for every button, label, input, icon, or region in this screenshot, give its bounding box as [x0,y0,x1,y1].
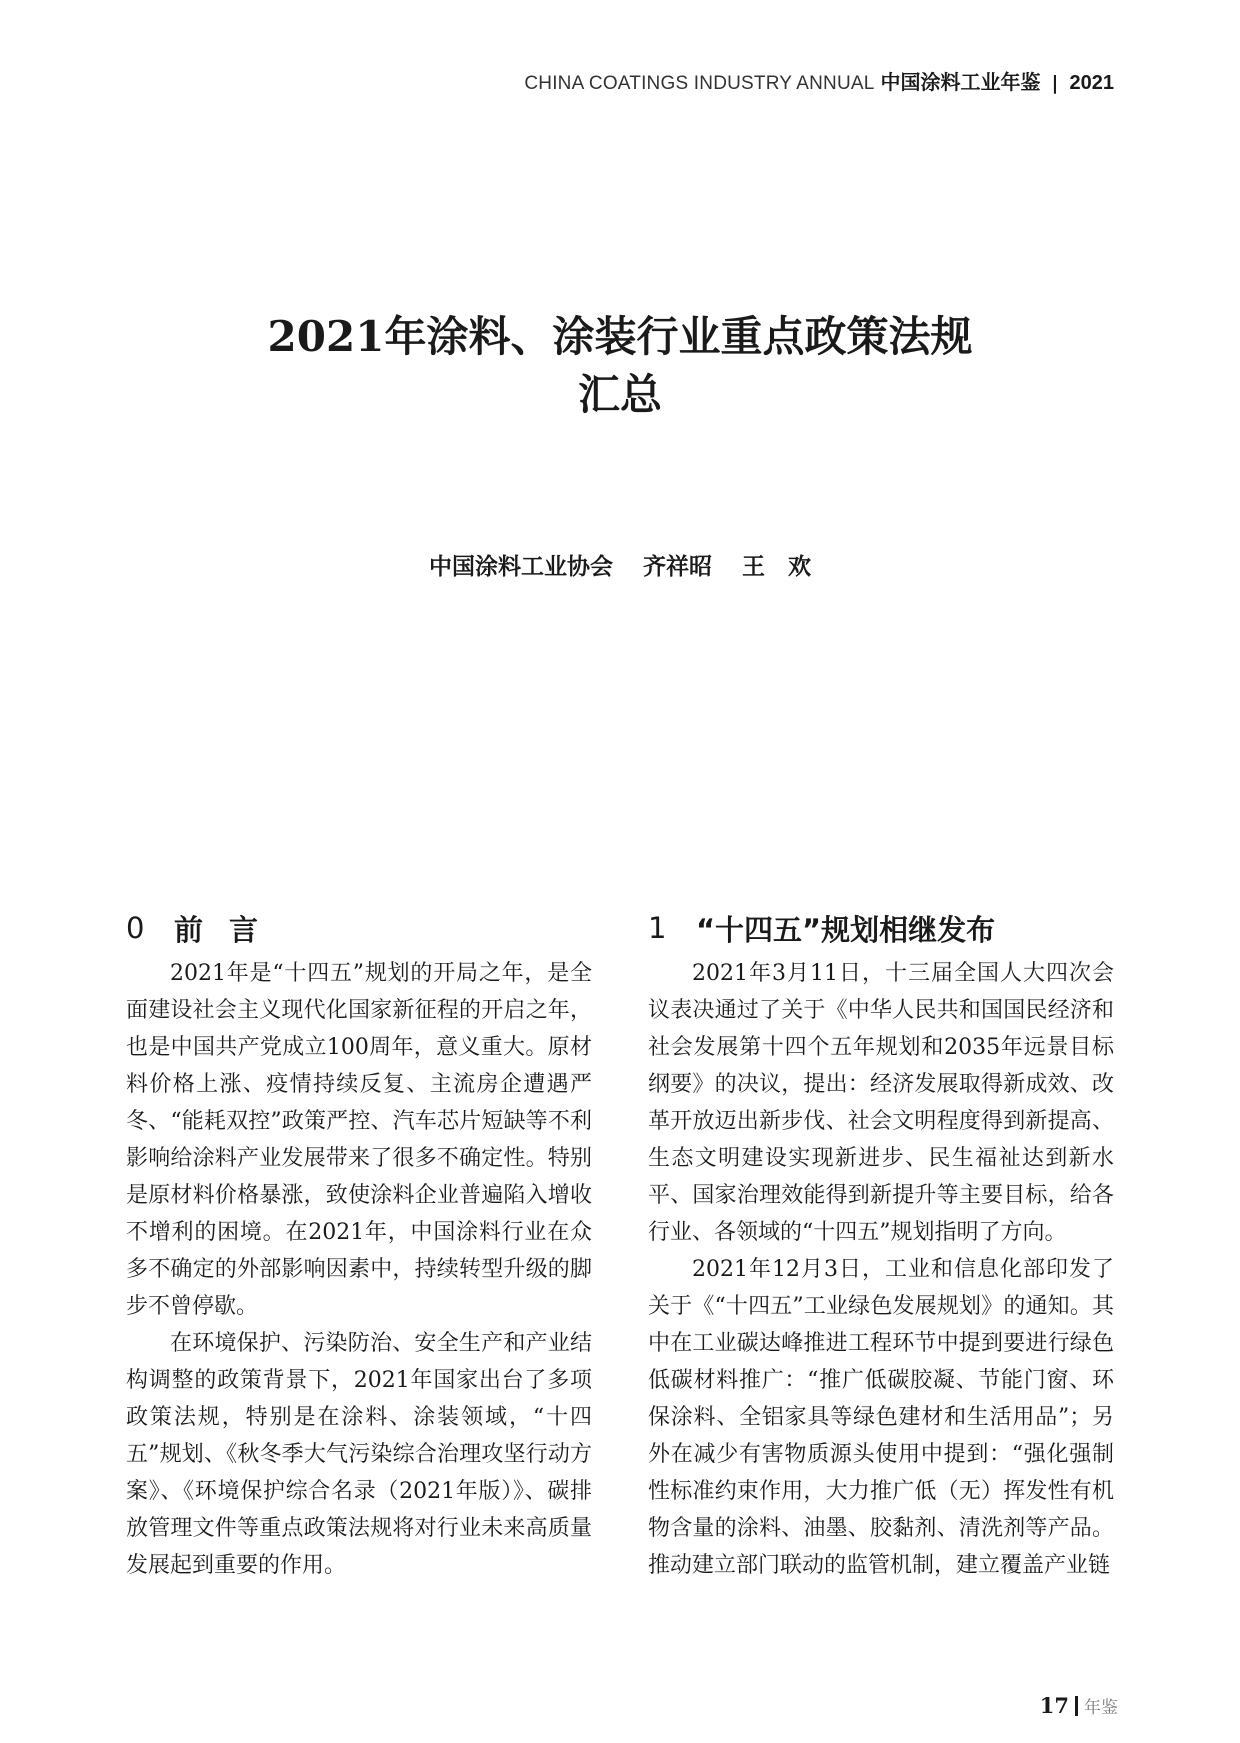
section-1-title: “十四五”规划相继发布 [696,912,996,947]
article-title [0,308,1240,424]
section-0-title: 前言 [174,912,285,947]
article-title-line-1: 2021年涂料、涂装行业重点政策法规 [267,312,973,361]
section-1-paragraph-2: 2021年12月3日，工业和信息化部印发了关于《“十四五”工业绿色发展规划》的通知。其中在工业碳达峰推进工程环节中提到要进行绿色低碳材料推广：“推广低碳胶凝、节能门窗、环保涂料、全铝家具等绿色建材和生活用品”；另外在减少有害物质源头使用中提到：“强化强制性标准约束作用，大力推广低（无）挥发性有机物含量的涂料、油墨、胶黏剂、清洗剂等产品。推动建立部门联动的监管机制，建立覆盖产业链 [648,1257,1114,1578]
section-0-heading [126,905,592,951]
author-name-2: 王 欢 [742,554,812,580]
section-0-paragraph-2: 在环境保护、污染防治、安全生产和产业结构调整的政策背景下，2021年国家出台了多项政策法规，特别是在涂料、涂装领域，“十四五”规划、《秋冬季大气污染综合治理攻坚行动方案》、《环境保护综合名录（2021年版）》、碳排放管理文件等重点政策法规将对行业未来高质量发展起到重要的作用。 [126,1331,592,1578]
header-english-title: CHINA COATINGS INDUSTRY ANNUAL [524,73,875,94]
section-1-paragraph-1: 2021年3月11日，十三届全国人大四次会议表决通过了关于《中华人民共和国国民经济和社会发展第十四个五年规划和2035年远景目标纲要》的决议，提出：经济发展取得新成效、改革开放迈出新步伐、社会文明程度得到新提高、生态文明建设实现新进步、民生福祉达到新水平、国家治理效能得到新提升等主要目标，给各行业、各领域的“十四五”规划指明了方向。 [648,961,1114,1245]
left-column [126,905,592,1584]
header-separator: | [1051,72,1059,94]
header-chinese-title: 中国涂料工业年鉴 [880,70,1041,94]
running-header [524,66,1114,95]
section-1-heading [648,905,1114,951]
footer-label: 年鉴 [1084,1698,1118,1718]
section-0-number: 0 [126,911,145,945]
page-number: 17 [1039,1693,1069,1718]
section-0-paragraph-1: 2021年是“十四五”规划的开局之年，是全面建设社会主义现代化国家新征程的开启之年，也是中国共产党成立100周年，意义重大。原材料价格上涨、疫情持续反复、主流房企遭遇严冬、“能耗双控”政策严控、汽车芯片短缺等不利影响给涂料产业发展带来了很多不确定性。特别是原材料价格暴涨，致使涂料企业普遍陷入增收不增利的困境。在2021年，中国涂料行业在众多不确定的外部影响因素中，持续转型升级的脚步不曾停歇。 [126,961,592,1319]
right-column [648,905,1114,1584]
author-organization: 中国涂料工业协会 [428,554,613,580]
page-footer [1040,1693,1118,1718]
author-name-1: 齐祥昭 [643,554,712,580]
header-year: 2021 [1069,72,1114,94]
author-byline [0,548,1240,581]
footer-divider [1075,1696,1078,1716]
section-1-number: 1 [648,911,667,945]
article-title-line-2: 汇总 [577,370,662,419]
